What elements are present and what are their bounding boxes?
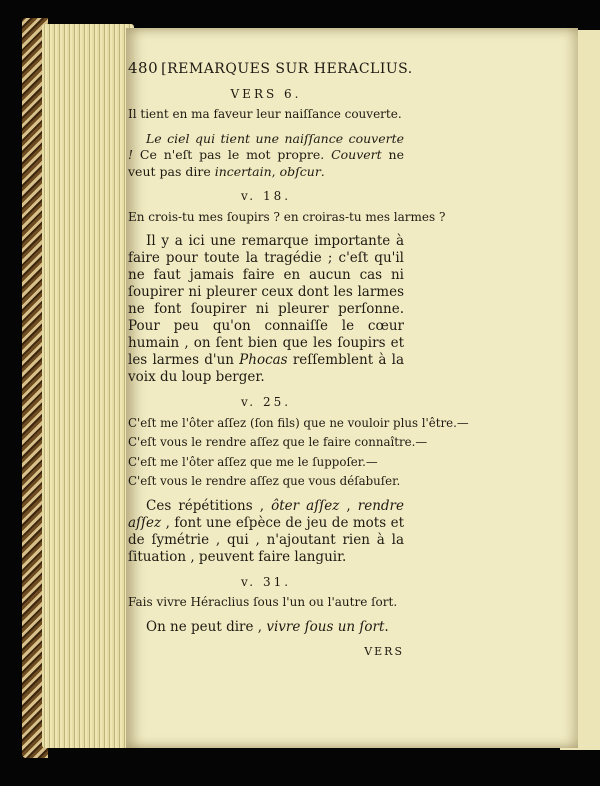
catchword: VERS xyxy=(364,644,404,658)
commentary-italic: Phocas xyxy=(239,352,288,368)
commentary-text: On ne peut dire , xyxy=(146,618,267,635)
commentary xyxy=(128,498,404,566)
commentary-text: ne veut pas dire xyxy=(128,147,404,179)
commentary-text: , xyxy=(339,497,358,514)
verse-lines xyxy=(128,415,469,490)
verse-label: v. 25. xyxy=(240,395,292,409)
commentary-text: , font une eſpèce de jeu de mots et de ſymétrie , qui , n'ajoutant rien à la ſituation , peuvent faire languir. xyxy=(128,514,404,565)
commentary xyxy=(128,131,404,181)
header-title: [REMARQUES SUR HERACLIUS. xyxy=(161,61,413,77)
verse-line: C'eſt vous le rendre aſſez que vous déſabuſer. xyxy=(128,474,401,488)
verse-quote: Il tient en ma faveur leur naiſſance couverte. xyxy=(128,107,402,121)
page-text xyxy=(128,59,469,660)
verse-line: C'eſt me l'ôter aſſez que me le ſuppoſer.— xyxy=(128,454,378,469)
page-number: 480 xyxy=(128,59,159,77)
verse-label: v. 18. xyxy=(240,189,292,203)
verse-label: VERS 6. xyxy=(230,86,302,101)
commentary-italic: Couvert xyxy=(331,147,382,162)
verse-label: v. 31. xyxy=(240,574,292,589)
commentary-italic: Le ciel qui tient une naiſſance couverte ! xyxy=(128,130,404,162)
page-edges xyxy=(42,24,134,748)
commentary-text: Ce n'eſt pas le mot propre. xyxy=(133,147,332,162)
commentary-text: , xyxy=(271,163,280,179)
commentary-italic: incertain xyxy=(214,163,272,179)
commentary-italic: rendre aſſez xyxy=(128,497,404,531)
commentary xyxy=(128,233,404,386)
verse-quote: Fais vivre Héraclius ſous l'un ou l'autre ſort. xyxy=(128,595,398,609)
verse-quote: En crois-tu mes ſoupirs ? en croiras-tu mes larmes ? xyxy=(128,209,446,224)
commentary-italic: ôter aſſez xyxy=(271,497,340,514)
verse-line: C'eſt vous le rendre aſſez que le faire connaître.— xyxy=(128,435,428,449)
running-header xyxy=(128,59,413,78)
verse-line: C'eſt me l'ôter aſſez (ſon fils) que ne vouloir plus l'être.— xyxy=(128,415,469,430)
commentary-text: . xyxy=(320,163,325,179)
commentary-italic: vivre ſous un ſort xyxy=(266,618,385,635)
commentary-text: Ces répétitions , xyxy=(146,497,272,514)
commentary-text: Il y a ici une remarque importante à faire pour toute la tragédie ; c'eſt qu'il ne faut jamais faire en aucun cas ni ſoupirer ni pleurer ceux dont les larmes ne font ſoupirer ni pleurer perſonne. Pour peu qu'on connaiſſe le cœur humain , on ſent bien que les ſoupirs et les larmes d'un xyxy=(128,233,404,368)
commentary-text: . xyxy=(384,618,389,635)
commentary-italic: obſcur xyxy=(279,163,321,179)
commentary xyxy=(128,619,404,636)
commentary-text: reſſemblent à la voix du loup berger. xyxy=(128,352,404,385)
